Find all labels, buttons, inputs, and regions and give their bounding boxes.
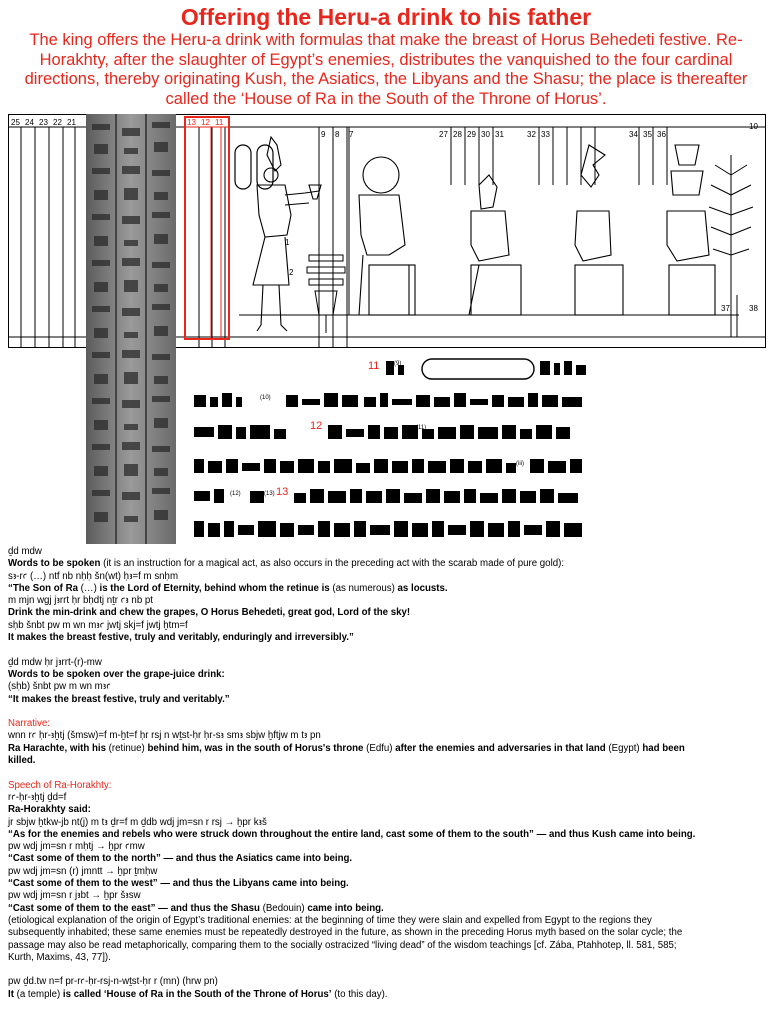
text-line bbox=[8, 903, 768, 915]
spacer bbox=[8, 767, 768, 779]
text-line bbox=[8, 940, 768, 952]
text-segment: came into being. bbox=[307, 902, 384, 914]
svg-text:23: 23 bbox=[39, 118, 48, 127]
text-line bbox=[8, 607, 768, 619]
line-marker-11: 11 bbox=[368, 360, 380, 372]
text-segment: wnn rꜥ ḥr-ꜣḫtj (šmsw)=f m-ḫt=f ḥr rsj n wṯst-ḥr ḥr-sꜣ smꜣ sbjw ḫftjw m tꜣ pn bbox=[8, 730, 321, 742]
svg-text:30: 30 bbox=[481, 130, 490, 139]
text-line bbox=[8, 558, 768, 570]
text-line bbox=[8, 927, 768, 939]
text-segment: after the enemies and adversaries in that land bbox=[395, 742, 606, 754]
svg-text:33: 33 bbox=[541, 130, 550, 139]
highlight-box bbox=[185, 117, 229, 339]
text-segment: Drink the min-drink and chew the grapes, O Horus Behedeti, great god, Lord of the sky! bbox=[8, 607, 411, 619]
text-segment: Words to be spoken over the grape-juice drink: bbox=[8, 668, 225, 680]
text-line bbox=[8, 841, 768, 853]
svg-text:(i): (i) bbox=[398, 523, 404, 529]
text-line bbox=[8, 890, 768, 902]
text-segment: subsequently inhabited; these same enemies must be repeatedly destroyed in the future, as shown in the preceding Horus myth based on the solar cycle; the bbox=[8, 927, 683, 939]
text-segment: is called ‘House of Ra in the South of the Throne of Horus’ bbox=[62, 988, 332, 1000]
text-segment: jr sbjw ḫtkw-jb nt(j) m tꜣ ḏr=f m ḏdb wdj jm=sn r rsj → ḫpr kꜣš bbox=[8, 816, 267, 828]
tree-icon bbox=[709, 155, 753, 337]
svg-text:8: 8 bbox=[335, 130, 340, 139]
svg-text:(11): (11) bbox=[416, 425, 427, 431]
text-segment: (to this day). bbox=[331, 988, 388, 1000]
text-line bbox=[8, 718, 768, 730]
text-line bbox=[8, 657, 768, 669]
text-line bbox=[8, 976, 768, 988]
text-segment: (it is an instruction for a magical act, as also occurs in the preceding act with the scarab made of pure gold): bbox=[100, 558, 565, 570]
text-line bbox=[8, 989, 768, 1001]
text-segment: Ra-Horakhty said: bbox=[8, 804, 91, 816]
text-segment: Kurth, Maxims, 43, 77]). bbox=[8, 951, 111, 963]
svg-text:27: 27 bbox=[439, 130, 448, 139]
text-line bbox=[8, 792, 768, 804]
text-segment: (Egypt) bbox=[605, 742, 643, 754]
text-line bbox=[8, 866, 768, 878]
text-line bbox=[8, 694, 768, 706]
text-segment: (as numerous) bbox=[329, 582, 398, 594]
text-segment: Words to be spoken bbox=[8, 558, 101, 570]
hieroglyph-notes bbox=[230, 361, 524, 529]
text-segment: “Cast some of them to the west” — and thus the Libyans came into being. bbox=[8, 878, 349, 890]
svg-text:21: 21 bbox=[67, 118, 76, 127]
svg-text:36: 36 bbox=[657, 130, 666, 139]
king-figure bbox=[253, 137, 321, 331]
text-segment: It bbox=[8, 988, 14, 1000]
svg-text:34: 34 bbox=[629, 130, 638, 139]
text-line bbox=[8, 669, 768, 681]
text-line bbox=[8, 780, 768, 792]
text-line bbox=[8, 804, 768, 816]
spacer bbox=[8, 964, 768, 976]
line-marker-13: 13 bbox=[276, 486, 289, 498]
inscription-photo bbox=[86, 114, 176, 544]
svg-text:28: 28 bbox=[453, 130, 462, 139]
text-line bbox=[8, 878, 768, 890]
text-line bbox=[8, 755, 768, 767]
text-segment: “As for the enemies and rebels who were struck down throughout the entire land, cast some of them to the south” — and thus Kush came into being. bbox=[8, 828, 696, 840]
text-segment: “Cast some of them to the north” — and thus the Asiatics came into being. bbox=[8, 853, 353, 865]
text-segment: behind him, was in the south of Horus's throne bbox=[147, 742, 364, 754]
text-segment: m mjn wgj jꜣrrt ḥr bḥdtj nṯr ꜥꜣ nb pt bbox=[8, 595, 153, 607]
text-segment: (etiological explanation of the origin of Egypt’s traditional enemies: at the beginning of time they were slain and expelled from Egypt to the regions they bbox=[8, 914, 652, 926]
text-segment: sḥb šnbt pw m wn mꜣꜥ jwtj skj=f jwtj ḫtm=f bbox=[8, 619, 188, 631]
svg-text:24: 24 bbox=[25, 118, 34, 127]
text-segment: as locusts. bbox=[397, 582, 448, 594]
seated-gods bbox=[359, 145, 715, 315]
svg-text:31: 31 bbox=[495, 130, 504, 139]
svg-text:2: 2 bbox=[289, 268, 294, 277]
text-line bbox=[8, 583, 768, 595]
text-segment: pw wdj jm=sn (r) jmntt → ḫpr ṯmḥw bbox=[8, 865, 158, 877]
text-line bbox=[8, 632, 768, 644]
svg-text:38: 38 bbox=[749, 304, 758, 313]
svg-text:(13): (13) bbox=[264, 491, 275, 497]
text-line bbox=[8, 743, 768, 755]
svg-text:(10): (10) bbox=[260, 395, 271, 401]
text-segment: passage may also be read metaphorically, comparing them to the socially ostracized “living dead” of the wisdom teachings [cf. Zába, Ptahhotep, ll. 581, 585; bbox=[8, 939, 677, 951]
text-segment: (sḥb) šnbt pw m wn mꜣꜥ bbox=[8, 681, 111, 693]
text-segment: (a temple) bbox=[13, 988, 63, 1000]
text-line bbox=[8, 952, 768, 964]
spacer bbox=[8, 644, 768, 656]
text-segment: “Cast some of them to the east” — and thus the Shasu bbox=[8, 902, 260, 914]
text-segment: Ra Harachte, with his bbox=[8, 742, 106, 754]
text-line bbox=[8, 817, 768, 829]
text-segment: “It makes the breast festive, truly and veritably.” bbox=[8, 693, 230, 705]
text-segment: killed. bbox=[8, 755, 36, 767]
svg-text:(9): (9) bbox=[394, 361, 402, 367]
svg-text:10: 10 bbox=[749, 122, 758, 131]
page-subtitle: The king offers the Heru-a drink with formulas that make the breast of Horus Behedeti festive. Re-Horakhty, after the slaughter of Egypt’s enemies, distributes the vanquished to the four cardinal directions, thereby originating Kush, the Asiatics, the Libyans and the Shasu; the place is thereafter called the ‘House of Ra in the South of the Throne of Horus’. bbox=[24, 31, 748, 108]
svg-text:37: 37 bbox=[721, 304, 730, 313]
text-line bbox=[8, 681, 768, 693]
svg-text:9: 9 bbox=[321, 130, 326, 139]
text-segment: Speech of Ra-Horakhty: bbox=[8, 779, 112, 791]
text-segment: sꜣ-rꜥ (…) ntf nb nḥḥ šn(wt) ḥꜣ=f m snḥm bbox=[8, 570, 179, 582]
text-line bbox=[8, 829, 768, 841]
text-segment: is the Lord of Eternity, behind whom the retinue is bbox=[99, 582, 330, 594]
text-line bbox=[8, 915, 768, 927]
translation-text bbox=[8, 546, 768, 1001]
svg-text:1: 1 bbox=[285, 238, 290, 247]
line-marker-12: 12 bbox=[310, 420, 323, 432]
text-segment: (…) bbox=[77, 582, 100, 594]
hieroglyph-rows bbox=[194, 361, 586, 537]
text-segment: (Bedouin) bbox=[259, 902, 308, 914]
text-line bbox=[8, 620, 768, 632]
svg-text:13: 13 bbox=[187, 118, 196, 127]
cartouche-icon bbox=[422, 359, 534, 379]
text-line bbox=[8, 595, 768, 607]
text-line bbox=[8, 853, 768, 865]
text-segment: had been bbox=[642, 742, 685, 754]
text-segment: “The Son of Ra bbox=[8, 582, 78, 594]
text-segment: rꜥ-ḥr-ꜣḫtj ḏd=f bbox=[8, 791, 67, 803]
text-segment: (Edfu) bbox=[363, 742, 396, 754]
text-segment: (retinue) bbox=[105, 742, 148, 754]
hieroglyph-transcription bbox=[190, 355, 590, 545]
text-segment: pw ḏd.tw n=f pr-rꜥ-ḥr-rsj-n-wṯst-ḥr r (mn) (hrw pn) bbox=[8, 976, 218, 988]
offering-table bbox=[307, 255, 345, 333]
text-segment: pw wdj jm=sn r jꜣbt → ḫpr šꜣsw bbox=[8, 890, 141, 902]
text-segment: ḏd mdw ḥr jꜣrrt-(r)-mw bbox=[8, 656, 102, 668]
svg-text:7: 7 bbox=[349, 130, 354, 139]
text-line bbox=[8, 546, 768, 558]
svg-text:11: 11 bbox=[215, 118, 224, 127]
text-segment: ḏd mdw bbox=[8, 546, 42, 557]
svg-text:35: 35 bbox=[643, 130, 652, 139]
svg-text:32: 32 bbox=[527, 130, 536, 139]
page-title: Offering the Heru-a drink to his father bbox=[180, 4, 592, 30]
svg-text:29: 29 bbox=[467, 130, 476, 139]
spacer bbox=[8, 706, 768, 718]
text-segment: It makes the breast festive, truly and veritably, enduringly and irreversibly.” bbox=[8, 632, 354, 644]
svg-text:(12): (12) bbox=[230, 491, 241, 497]
text-line bbox=[8, 730, 768, 742]
svg-text:22: 22 bbox=[53, 118, 62, 127]
svg-text:(iii): (iii) bbox=[516, 461, 524, 467]
text-segment: pw wdj jm=sn r mḥtj → ḫpr ꜥmw bbox=[8, 841, 145, 853]
text-segment: Narrative: bbox=[8, 718, 50, 730]
num-25: 25 bbox=[11, 118, 20, 127]
svg-text:12: 12 bbox=[201, 118, 210, 127]
text-line bbox=[8, 571, 768, 583]
